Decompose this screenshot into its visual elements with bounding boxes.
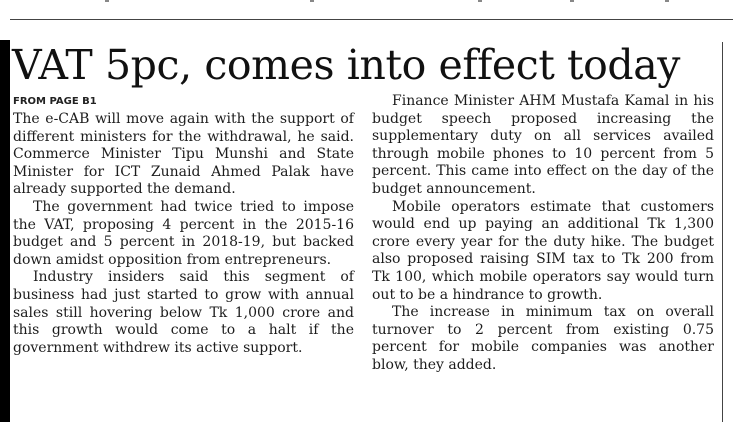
right-column-rule [722,42,723,422]
article-paragraph: The government had twice tried to impose the VAT, proposing 4 percent in the 2015-16 budget and 5 percent in 2018-19, but backed down amidst opposition from entrepreneurs. [13,198,354,268]
article-column-left [13,111,354,357]
article-paragraph: Industry insiders said this segment of business had just started to grow with annual sales still hovering below Tk 1,000 crore and this growth would come to a halt if the government withdrew its active support. [13,269,354,356]
continuation-label: FROM PAGE B1 [13,96,97,107]
article-headline: VAT 5pc, comes into effect today [12,41,681,89]
article-paragraph: Mobile operators estimate that customers would end up paying an additional Tk 1,300 crore every year for the duty hike. The budget also proposed raising SIM tax to Tk 200 from Tk 100, which mobile operators say would turn out to be a hindrance to growth. [372,198,714,303]
article-paragraph: The e-CAB will move again with the support of different ministers for the withdrawal, he said. Commerce Minister Tipu Munshi and State Minister for ICT Zunaid Ahmed Palak have already supported the demand. [13,111,354,198]
article-column-right [372,93,714,375]
previous-article-bottom-edge [10,0,733,8]
article-paragraph: Finance Minister AHM Mustafa Kamal in his budget speech proposed increasing the supplementary duty on all services availed through mobile phones to 10 percent from 5 percent. This came into effect on the day of the budget announcement. [372,93,714,197]
top-divider-rule [10,19,733,20]
left-page-edge-bar [0,40,10,422]
article-paragraph: The increase in minimum tax on overall turnover to 2 percent from existing 0.75 percent for mobile companies was another blow, they added. [372,304,714,373]
